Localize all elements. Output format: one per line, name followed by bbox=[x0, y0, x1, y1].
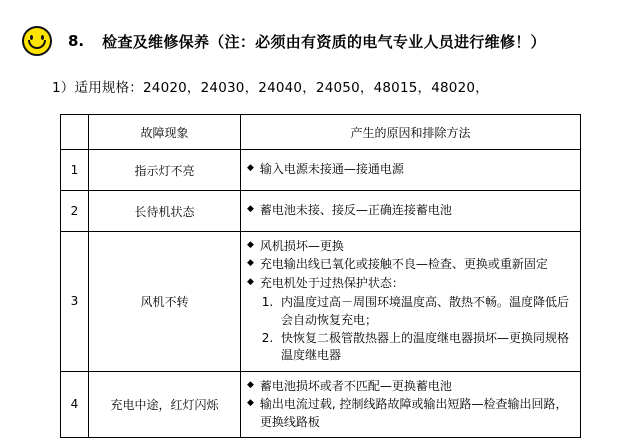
cause-bullet bbox=[247, 256, 574, 273]
table-body bbox=[61, 150, 581, 438]
cause-bullet bbox=[247, 378, 574, 395]
row-cause bbox=[241, 191, 581, 232]
row-cause bbox=[241, 232, 581, 372]
section-title: 检查及维修保养（注：必须由有资质的电气专业人员进行维修！） bbox=[102, 32, 546, 51]
row-phenomenon: 充电中途，红灯闪烁 bbox=[89, 371, 241, 437]
fault-table bbox=[60, 114, 581, 438]
cause-bullet bbox=[247, 238, 574, 255]
cause-text: 蓄电池未接、接反—正确连接蓄电池 bbox=[259, 203, 452, 218]
cause-sublist-item: 2. 快恢复二极管散热器上的温度继电器损坏—更换同规格温度继电器 bbox=[277, 330, 574, 365]
table-header-row bbox=[61, 115, 581, 150]
cause-bullet bbox=[247, 275, 574, 292]
cause-bullet bbox=[247, 161, 574, 178]
section-heading bbox=[0, 0, 640, 56]
row-cause bbox=[241, 150, 581, 191]
row-index: 1 bbox=[61, 150, 89, 191]
column-header-index bbox=[61, 115, 89, 150]
diamond-bullet-icon: ◆ bbox=[247, 398, 254, 409]
column-header-phenomenon: 故障现象 bbox=[89, 115, 241, 150]
diamond-bullet-icon: ◆ bbox=[247, 379, 254, 390]
table-header bbox=[61, 115, 581, 150]
row-phenomenon: 指示灯不亮 bbox=[89, 150, 241, 191]
cause-text: 充电机处于过热保护状态： bbox=[259, 275, 404, 290]
cause-text: 输出电流过载, 控制线路故障或输出短路—检查输出回路，更换线路板 bbox=[259, 397, 568, 429]
row-phenomenon: 风机不转 bbox=[89, 232, 241, 372]
row-index: 3 bbox=[61, 232, 89, 372]
smiley-face-icon bbox=[22, 26, 52, 56]
table-row bbox=[61, 232, 581, 372]
smiley-mouth bbox=[28, 40, 46, 49]
table-row bbox=[61, 150, 581, 191]
diamond-bullet-icon: ◆ bbox=[247, 204, 254, 215]
row-cause bbox=[241, 371, 581, 437]
cause-text: 蓄电池损坏或者不匹配—更换蓄电池 bbox=[259, 378, 452, 393]
cause-text: 风机损坏—更换 bbox=[259, 239, 344, 253]
row-phenomenon: 长待机状态 bbox=[89, 191, 241, 232]
cause-bullet bbox=[247, 202, 574, 219]
cause-text: 输入电源未接通—接通电源 bbox=[259, 162, 404, 177]
cause-sublist bbox=[247, 294, 574, 365]
diamond-bullet-icon: ◆ bbox=[247, 163, 254, 174]
diamond-bullet-icon: ◆ bbox=[247, 276, 254, 287]
diamond-bullet-icon: ◆ bbox=[247, 240, 254, 250]
table-row bbox=[61, 191, 581, 232]
cause-text: 充电输出线已氧化或接触不良—检查、更换或重新固定 bbox=[259, 257, 548, 272]
row-index: 2 bbox=[61, 191, 89, 232]
section-number: 8. bbox=[68, 32, 85, 50]
cause-sublist-item: 1. 内温度过高－周围环境温度高、散热不畅。温度降低后会自动恢复充电； bbox=[277, 294, 574, 329]
row-index: 4 bbox=[61, 371, 89, 437]
table-row bbox=[61, 371, 581, 437]
applicable-spec-line: 1）适用规格：24020，24030，24040，24050，48015，48020， bbox=[52, 80, 489, 96]
diamond-bullet-icon: ◆ bbox=[247, 258, 254, 269]
cause-bullet bbox=[247, 396, 574, 431]
column-header-cause: 产生的原因和排除方法 bbox=[241, 115, 581, 150]
